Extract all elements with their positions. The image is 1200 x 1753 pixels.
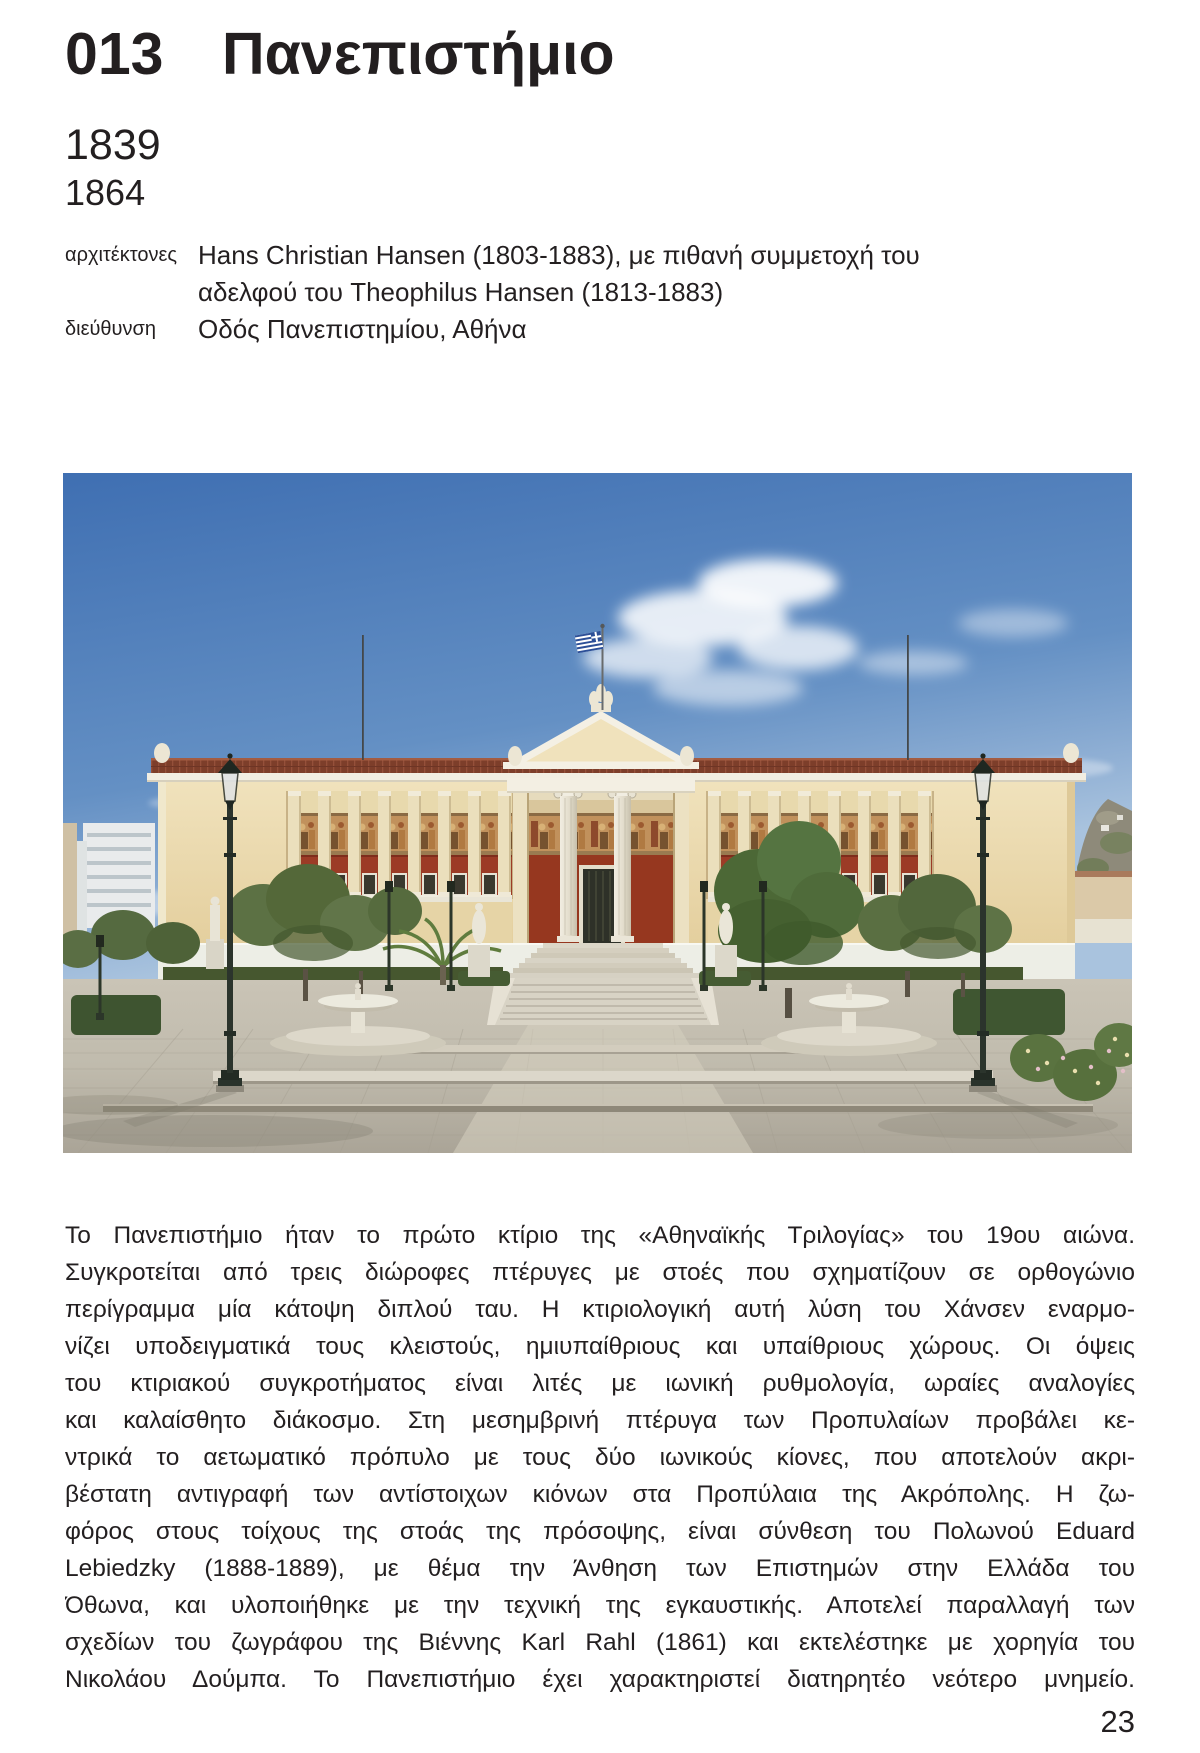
body-line: Το Πανεπιστήμιο ήταν το πρώτο κτίριο της «Αθηναϊκής Τριλογίας» του 19ου αιώνα. — [65, 1222, 1135, 1249]
architects-value-line2: αδελφού του Theophilus Hansen (1813-1883) — [198, 277, 724, 307]
body-line: βέστατη αντιγραφή των αντίστοιχων κιόνων στα Προπύλαια της Ακρόπολης. Η ζω- — [65, 1481, 1135, 1508]
entry-number: 013 — [65, 21, 164, 87]
lightning-rod — [362, 635, 364, 760]
university-photo — [63, 473, 1132, 1153]
body-line: σχεδίων του ζωγράφου της Βιέννης Karl Rahl (1861) και εκτελέστηκε με χορηγία του — [65, 1629, 1135, 1656]
year-start: 1839 — [65, 121, 161, 169]
meta-block — [65, 237, 1135, 348]
roof-corner-acroterion — [1063, 743, 1079, 763]
body-line: Όθωνα, και υλοποιήθηκε με την τεχνική της εγκαυστικής. Αποτελεί παραλλαγή των — [65, 1592, 1135, 1619]
body-line: νίζει υποδειγματικά τους κλειστούς, ημιυπαίθριους και υπαίθριους χώρους. Οι όψεις — [65, 1333, 1135, 1360]
address-label: διεύθυνση — [65, 318, 156, 340]
architects-label: αρχιτέκτονες — [65, 244, 177, 266]
page-title — [65, 21, 615, 87]
body-line: περίγραμμα μία κάτοψη διπλού ταυ. Η κτιριολογική αυτή λύση του Χάνσεν εναρμο- — [65, 1296, 1135, 1323]
hedge-block — [953, 989, 1065, 1035]
marble-curb — [213, 1071, 993, 1081]
left-anta — [513, 792, 529, 943]
body-line: Νικολάου Δούμπα. Το Πανεπιστήμιο έχει χαρακτηριστεί διατηρητέο νεότερο μνημείο. — [65, 1666, 1135, 1693]
body-line: του κτιριακού συγκροτήματος είναι λιτές με ιωνική ρυθμολογία, ωραίες αναλογίες — [65, 1370, 1135, 1397]
building-background-right — [1075, 871, 1132, 943]
body-text — [65, 1217, 1135, 1698]
body-line: Lebiedzky (1888-1889), με θέμα την Άνθηση των Επιστημών στην Ελλάδα του — [65, 1555, 1135, 1582]
body-line: φόρος στους τοίχους της στοάς της πρόσοψης, είναι σύνθεση του Πολωνού Eduard — [65, 1518, 1135, 1545]
lightning-rod — [907, 635, 909, 760]
corner-acroterion — [508, 746, 522, 766]
hedge-block — [71, 995, 161, 1035]
central-portico — [507, 778, 695, 943]
right-anta — [673, 792, 689, 943]
body-line: και καλαίσθητο διάκοσμο. Στη μεσημβρινή πτέρυγα των Προπυλαίων προβάλει κε- — [65, 1407, 1135, 1434]
architects-value — [198, 237, 1135, 311]
mid-step — [393, 1045, 813, 1052]
roof-corner-acroterion — [154, 743, 170, 763]
body-line: ντρικά το αετωματικό πρόπυλο με τους δύο ιωνικούς κίονες, που αποτελούν ακρι- — [65, 1444, 1135, 1471]
corner-acroterion — [680, 746, 694, 766]
address-value: Οδός Πανεπιστημίου, Αθήνα — [198, 314, 527, 344]
main-stairs — [487, 978, 719, 1025]
architects-value-line1: Hans Christian Hansen (1803-1883), με πιθανή συμμετοχή του — [198, 240, 920, 270]
body-line: Συγκροτείται από τρεις διώροφες πτέρυγες με στοές που σχηματίζουν σε ορθογώνιο — [65, 1259, 1135, 1286]
drain-strip — [103, 1106, 1093, 1112]
page-number: 23 — [1100, 1704, 1135, 1739]
entry-title: Πανεπιστήμιο — [222, 21, 615, 87]
year-end: 1864 — [65, 172, 146, 213]
